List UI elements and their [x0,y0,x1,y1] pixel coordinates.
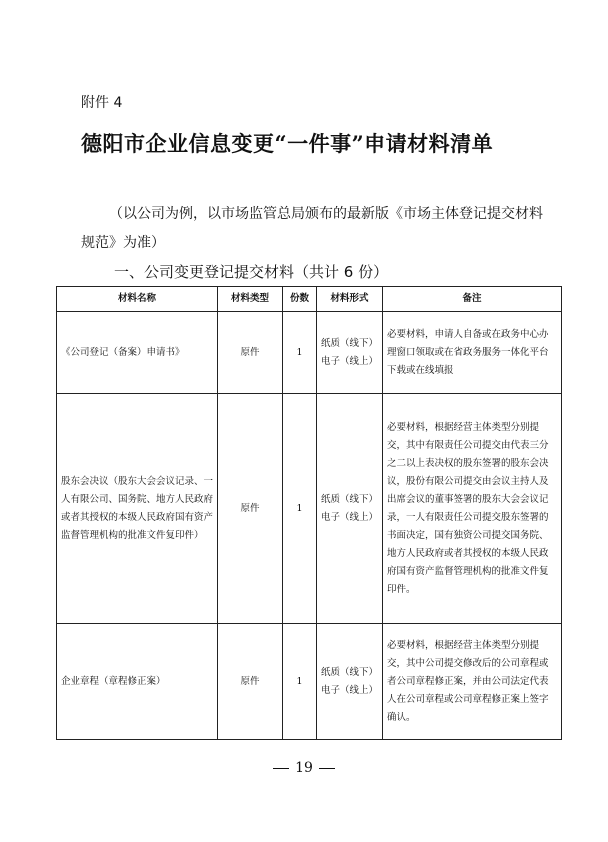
page-number-value: 19 [295,760,313,776]
page-number-dash-left [273,768,289,769]
table-header-row [57,287,562,312]
form-online: 电子（线上） [321,684,379,696]
table-row [57,624,562,740]
header-count: 份数 [283,287,317,312]
materials-table [56,286,562,740]
page-number-dash-right [319,768,335,769]
remark-cell: 必要材料，申请人自备或在政务中心办理窗口领取或在省政务服务一体化平台下载或在线填报 [383,312,562,394]
count-cell: 1 [283,394,317,624]
form-offline: 纸质（线下） [321,666,379,678]
header-remark: 备注 [383,287,562,312]
header-material-form: 材料形式 [317,287,383,312]
material-form-cell [317,624,383,740]
page-title: 德阳市企业信息变更“一件事”申请材料清单 [81,131,494,156]
material-type-cell: 原件 [218,624,283,740]
material-name-cell: 股东会决议（股东大会会议记录、一人有限公司、国务院、地方人民政府或者其授权的本级人民政府国有资产监督管理机构的批准文件复印件） [57,394,218,624]
form-offline: 纸质（线下） [321,493,379,505]
count-cell: 1 [283,312,317,394]
table-row [57,312,562,394]
remark-cell: 必要材料，根据经营主体类型分别提交，其中公司提交修改后的公司章程或者公司章程修正案，并由公司法定代表人在公司章程或公司章程修正案上签字确认。 [383,624,562,740]
section-heading: 一、公司变更登记提交材料（共计 6 份） [114,263,389,281]
material-name-cell: 企业章程（章程修正案） [57,624,218,740]
form-offline: 纸质（线下） [321,337,379,349]
material-form-cell [317,394,383,624]
attachment-label: 附件 4 [81,95,123,111]
table-row [57,394,562,624]
material-type-cell: 原件 [218,312,283,394]
material-name-cell: 《公司登记（备案）申请书》 [57,312,218,394]
material-form-cell [317,312,383,394]
remark-cell: 必要材料，根据经营主体类型分别提交，其中有限责任公司提交由代表三分之二以上表决权的股东签署的股东会决议，股份有限公司提交由会议主持人及出席会议的董事签署的股东大会会议记录，一人有限责任公司提交股东签署的书面决定，国有独资公司提交国务院、地方人民政府或者其授权的本级人民政府国有资产监督管理机构的批准文件复印件。 [383,394,562,624]
material-type-cell: 原件 [218,394,283,624]
header-material-type: 材料类型 [218,287,283,312]
scope-note: （以公司为例，以市场监管总局颁布的最新版《市场主体登记提交材料规范》为准） [81,206,543,251]
form-online: 电子（线上） [321,355,379,367]
count-cell: 1 [283,624,317,740]
page-number [0,760,608,776]
header-material-name: 材料名称 [57,287,218,312]
form-online: 电子（线上） [321,511,379,523]
